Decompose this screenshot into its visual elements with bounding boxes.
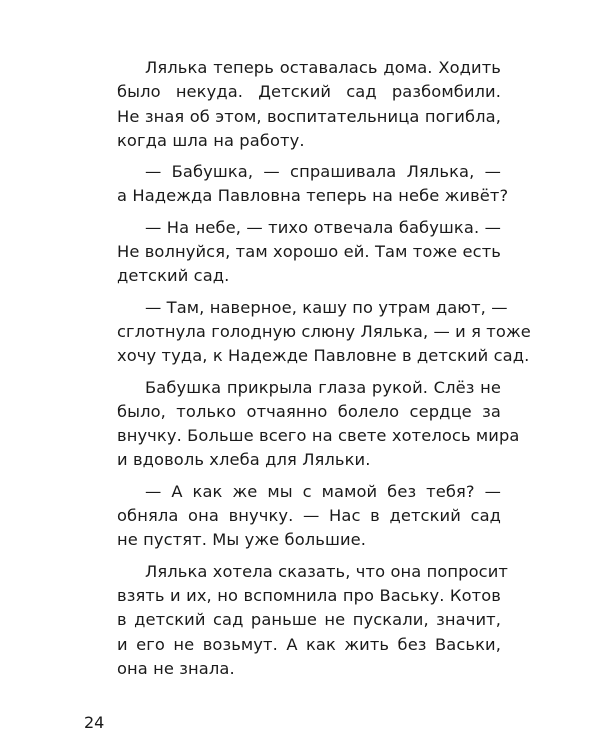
text-line: детский сад.: [117, 266, 230, 286]
text-line: она не знала.: [117, 658, 235, 678]
text-line: взять и их, но вспомнила про Ваську. Котов: [117, 585, 501, 605]
text-line: Не волнуйся, там хорошо ей. Там тоже есть: [117, 242, 501, 262]
text-line: внучку. Больше всего на свете хотелось мира: [117, 426, 520, 446]
text-line: Не зная об этом, воспитательница погибла,: [117, 106, 501, 126]
text-line: не пустят. Мы уже большие.: [117, 530, 367, 550]
text-line: сглотнула голодную слюну Лялька, — и я тоже: [117, 321, 531, 341]
paragraph: [117, 216, 501, 289]
text-line: Лялька хотела сказать, что она попросит: [145, 561, 508, 581]
paragraph: [117, 296, 531, 369]
text-line: Лялька теперь оставалась дома. Ходить: [145, 58, 501, 77]
text-line: было, только отчаянно болело сердце за: [117, 401, 501, 421]
text-line: обняла она внучку. — Нас в детский сад: [117, 506, 501, 526]
paragraph: [117, 56, 501, 153]
paragraph: [117, 480, 501, 553]
text-line: Бабушка прикрыла глаза рукой. Слёз не: [145, 377, 501, 397]
text-line: когда шла на работу.: [117, 130, 305, 150]
paragraph: [117, 376, 520, 473]
paragraph: [117, 160, 509, 209]
paragraph: [117, 560, 508, 681]
text-line: было некуда. Детский сад разбомбили.: [117, 82, 501, 102]
text-line: — А как же мы с мамой без тебя? —: [145, 481, 501, 501]
page-number: 24: [84, 713, 105, 732]
text-line: хочу туда, к Надежде Павловне в детский сад.: [117, 346, 530, 366]
text-line: — Бабушка, — спрашивала Лялька, —: [145, 162, 501, 182]
text-line: в детский сад раньше не пускали, значит,: [117, 610, 501, 630]
text-line: и его не возьмут. А как жить без Васьки,: [117, 634, 501, 654]
text-line: — Там, наверное, кашу по утрам дают, —: [145, 297, 508, 317]
text-line: а Надежда Павловна теперь на небе живёт?: [117, 186, 509, 206]
text-line: и вдоволь хлеба для Ляльки.: [117, 450, 371, 470]
text-line: — На небе, — тихо отвечала бабушка. —: [145, 217, 501, 237]
story-text: [117, 56, 531, 688]
